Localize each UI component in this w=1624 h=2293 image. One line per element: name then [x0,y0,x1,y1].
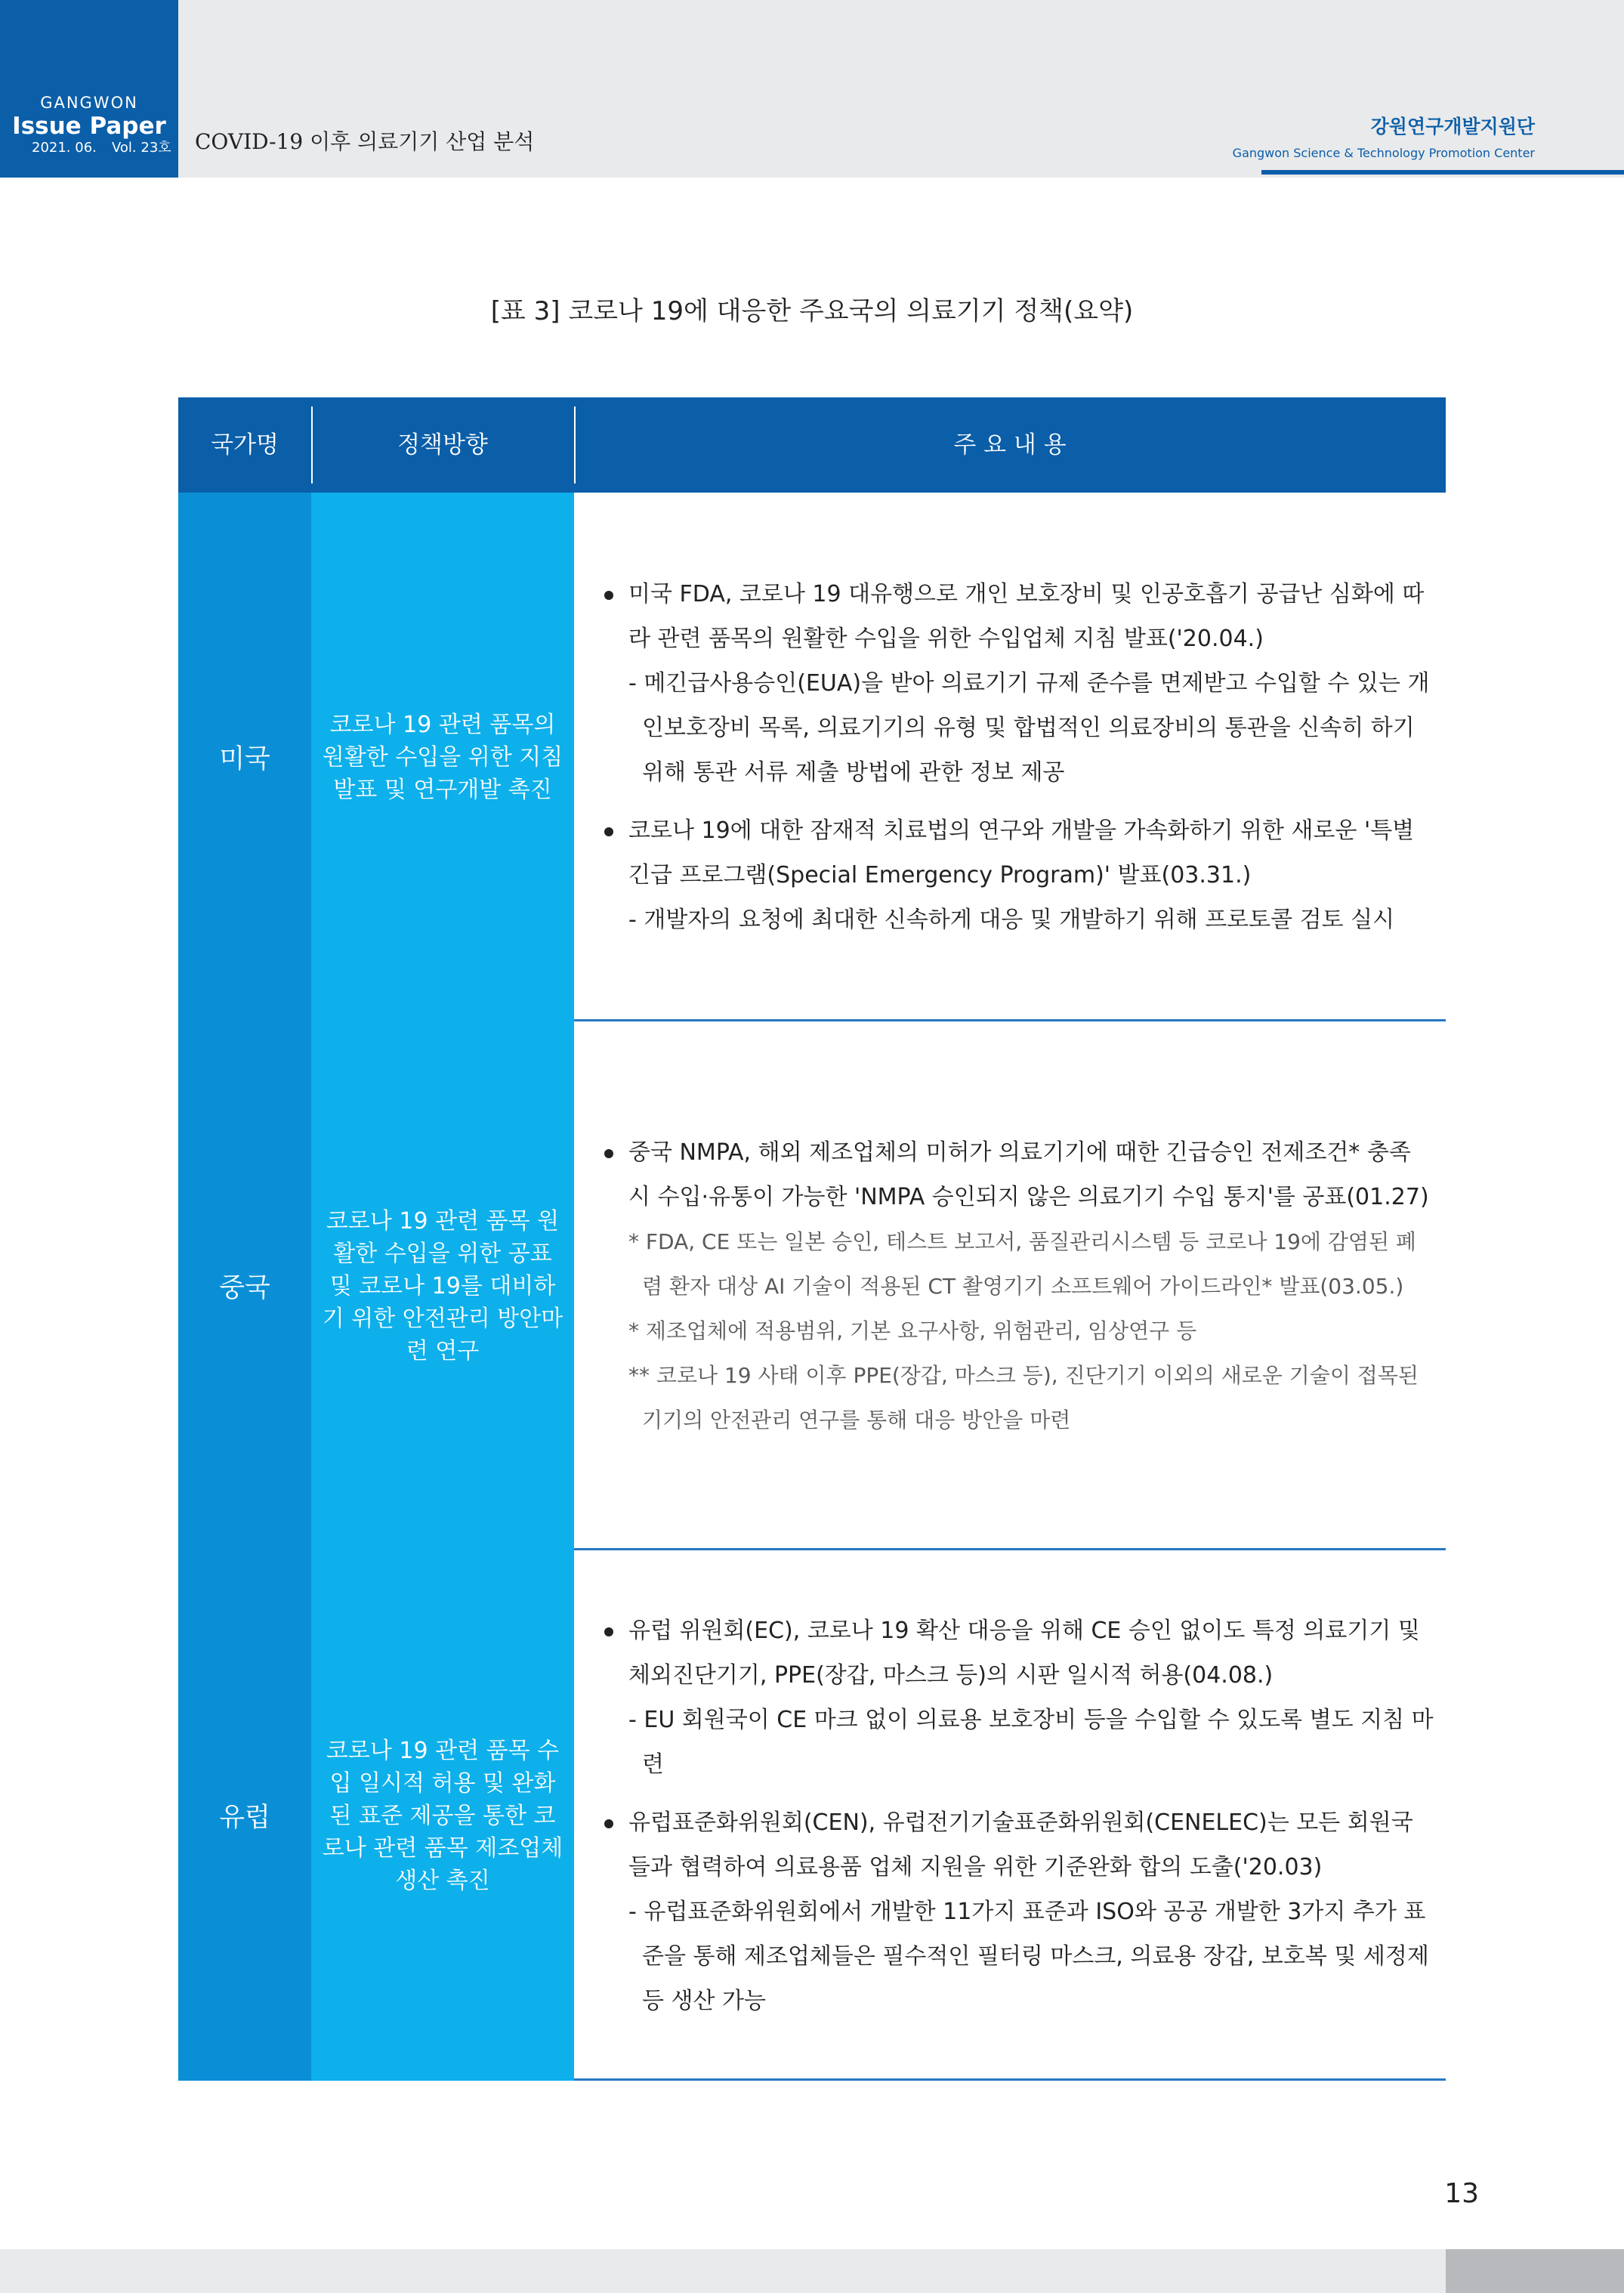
content-footnote: * 제조업체에 적용범위, 기본 요구사항, 위험관리, 임상연구 등 [628,1318,1197,1343]
country-cell: 중국 [178,1021,311,1550]
content-bullet: 유럽표준화위원회(CEN), 유럽전기기술표준화위원회(CENELEC)는 모든 회원국들과 협력하여 의료용품 업체 지원을 위한 기준완화 합의 도출('20.03) [603,1800,1434,1890]
table-caption: [표 3] 코로나 19에 대응한 주요국의 의료기기 정책(요약) [490,296,1134,326]
volume-label: Vol. 23호 [112,140,171,156]
header-policy: 정책방향 [397,431,488,459]
brand-top-label: GANGWON [40,94,138,112]
document-title: COVID-19 이후 의료기기 산업 분석 [195,129,535,154]
organization-name-korean: 강원연구개발지원단 [1370,116,1535,138]
page-number: 13 [1444,2178,1479,2209]
content-cell [574,493,1446,1021]
content-cell [574,1021,1446,1550]
country-cell: 유럽 [178,1550,311,2081]
content-bullet: 미국 FDA, 코로나 19 대유행으로 개인 보호장비 및 인공호흡기 공급난 심화에 따라 관련 품목의 원활한 수입을 위한 수입업체 지침 발표('20.04.) [603,572,1434,661]
content-bullet: 코로나 19에 대한 잠재적 치료법의 연구와 개발을 가속화하기 위한 새로운 '특별긴급 프로그램(Special Emergency Program)' 발표(03.31.) [603,808,1434,898]
policy-cell [311,493,574,1021]
table-row [178,493,1446,1021]
issue-date: 2021. 06. [32,140,97,156]
footer-accent-block [1446,2249,1624,2293]
brand-main-label: Issue Paper [12,113,166,140]
table-header-row [178,397,1446,493]
country-cell: 미국 [178,493,311,1021]
content-bullet: 중국 NMPA, 해외 제조업체의 미허가 의료기기에 때한 긴급승인 전제조건* 충족 시 수입·유통이 가능한 'NMPA 승인되지 않은 의료기기 수입 통지'를 공표(01.27) [603,1130,1434,1219]
content-bullet: 유럽 위원회(EC), 코로나 19 확산 대응을 위해 CE 승인 없이도 특정 의료기기 및 체외진단기기, PPE(장갑, 마스크 등)의 시판 일시적 허용(04.08.) [603,1608,1434,1698]
row-divider [574,2078,1446,2081]
content-subitem: - 개발자의 요청에 최대한 신속하게 대응 및 개발하기 위해 프로토콜 검토 실시 [628,907,1395,933]
content-subitem: - EU 회원국이 CE 마크 없이 의료용 보호장비 등을 수입할 수 있도록 별도 지침 마련 [628,1706,1434,1778]
table-row [178,1550,1446,2081]
header-content: 주 요 내 용 [953,431,1067,459]
policy-cell [311,1021,574,1550]
header-country: 국가명 [211,431,279,459]
header-bar [0,0,1624,178]
organization-name-english: Gangwon Science & Technology Promotion Center [1232,146,1535,160]
footer-bar [0,2249,1446,2293]
policy-text: 코로나 19 관련 품목의 원활한 수입을 위한 지침 발표 및 연구개발 촉진 [322,711,563,803]
content-footnote: * FDA, CE 또는 일본 승인, 테스트 보고서, 품질관리시스템 등 코로나 19에 감염된 폐렴 환자 대상 AI 기술이 적용된 CT 촬영기기 소프트웨어 가이드라인* 발표(03.05.) [628,1228,1416,1299]
policy-cell [311,1550,574,2081]
policy-text: 코로나 19 관련 품목 수입 일시적 허용 및 완화된 표준 제공을 통한 코로나 관련 품목 제조업체 생산 촉진 [322,1737,563,1894]
content-cell [574,1550,1446,2081]
content-subitem: - 메긴급사용승인(EUA)을 받아 의료기기 규제 준수를 면제받고 수입할 수 있는 개인보호장비 목록, 의료기기의 유형 및 합법적인 의료장비의 통관을 신속히 하기 위해 통관 서류 제출 방법에 관한 정보 제공 [628,670,1430,786]
content-subitem: - 유럽표준화위원회에서 개발한 11가지 표준과 ISO와 공공 개발한 3가지 추가 표준을 통해 제조업체들은 필수적인 필터링 마스크, 의료용 장갑, 보호복 및 세정제 등 생산 가능 [628,1898,1429,2014]
policy-text: 코로나 19 관련 품목 원활한 수입을 위한 공표 및 코로나 19를 대비하기 위한 안전관리 방안마련 연구 [322,1207,563,1364]
table-row [178,1021,1446,1550]
header-accent-line [1261,170,1624,175]
brand-logo [0,0,178,178]
content-footnote: ** 코로나 19 사태 이후 PPE(장갑, 마스크 등), 진단기기 이외의 새로운 기술이 접목된 기기의 안전관리 연구를 통해 대응 방안을 마련 [628,1362,1419,1432]
